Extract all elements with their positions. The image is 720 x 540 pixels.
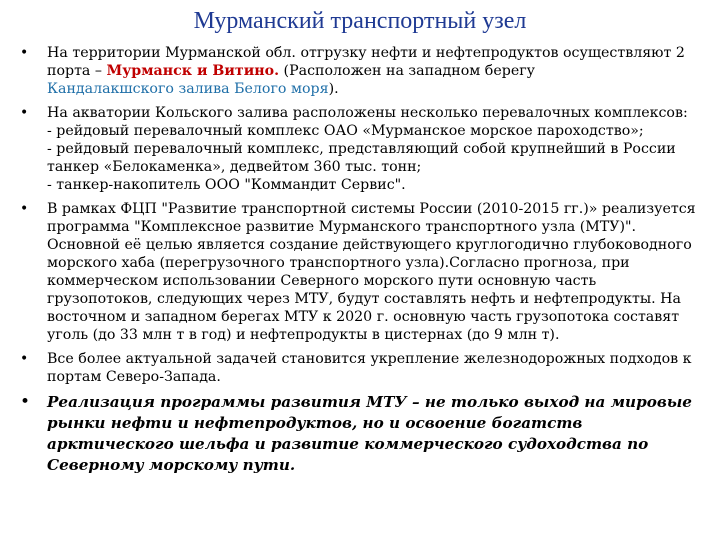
bullet-icon: • [20,105,29,121]
bullet-icon: • [20,351,29,367]
bullet-text-conclusion: Реализация программы развития МТУ – не только выход на мировые рынки нефти и нефтепродуктов, но и освоение богатств арктического шельфа и развитие коммерческого судоходства по Северному морскому пути. [47,393,692,474]
bullet-item-program [20,200,702,344]
bullet-icon: • [20,45,29,61]
bullet-icon: • [20,392,31,412]
bullet-text-ports [47,44,702,98]
bullet-item-ports [20,44,702,98]
slide-title: Мурманский транспортный узел [193,8,527,34]
bullet-text-complexes: На акватории Кольского залива расположены несколько перевалочных комплексов: - рейдовый перевалочный комплекс ОАО «Мурманское морское пароходство»; - рейдовый перевалочный комплекс, представляющий собой крупнейший в России танкер «Белокаменка», дедвейтом 360 тыс. тонн; - танкер-накопитель ООО "Коммандит Сервис". [47,105,688,193]
bullet-text-program: В рамках ФЦП "Развитие транспортной системы России (2010-2015 гг.)» реализуется программа "Комплексное развитие Мурманского транспортного узла (МТУ)". Основной её целью является создание действующего круглогодично глубоководного морского хаба (перегрузочного транспортного узла).Согласно прогноза, при коммерческом использовании Северного морского пути основную часть грузопотоков, следующих через МТУ, будут составлять нефть и нефтепродукты. На восточном и западном берегах МТУ к 2020 г. основную часть грузопотока составят уголь (до 33 млн т в год) и нефтепродукты в цистернах (до 9 млн т). [47,201,696,343]
bullet-text-railways: Все более актуальной задачей становится укрепление железнодорожных подходов к портам Северо-Запада. [47,351,692,385]
bullet-item-conclusion [20,392,702,476]
bullet-icon: • [20,201,29,217]
ports-highlight: Мурманск и Витино. [106,63,280,79]
ports-text: На территории Мурманской обл. отгрузку нефти и нефтепродуктов осуществляют 2 порта – [47,45,685,79]
ports-location-text: (Расположен на западном берегу [283,63,536,79]
ports-closing: ). [328,81,339,97]
bullet-list [20,44,702,482]
bullet-item-complexes [20,104,702,194]
bullet-item-railways [20,350,702,386]
bay-name: Кандалакшского залива Белого моря [47,81,329,97]
